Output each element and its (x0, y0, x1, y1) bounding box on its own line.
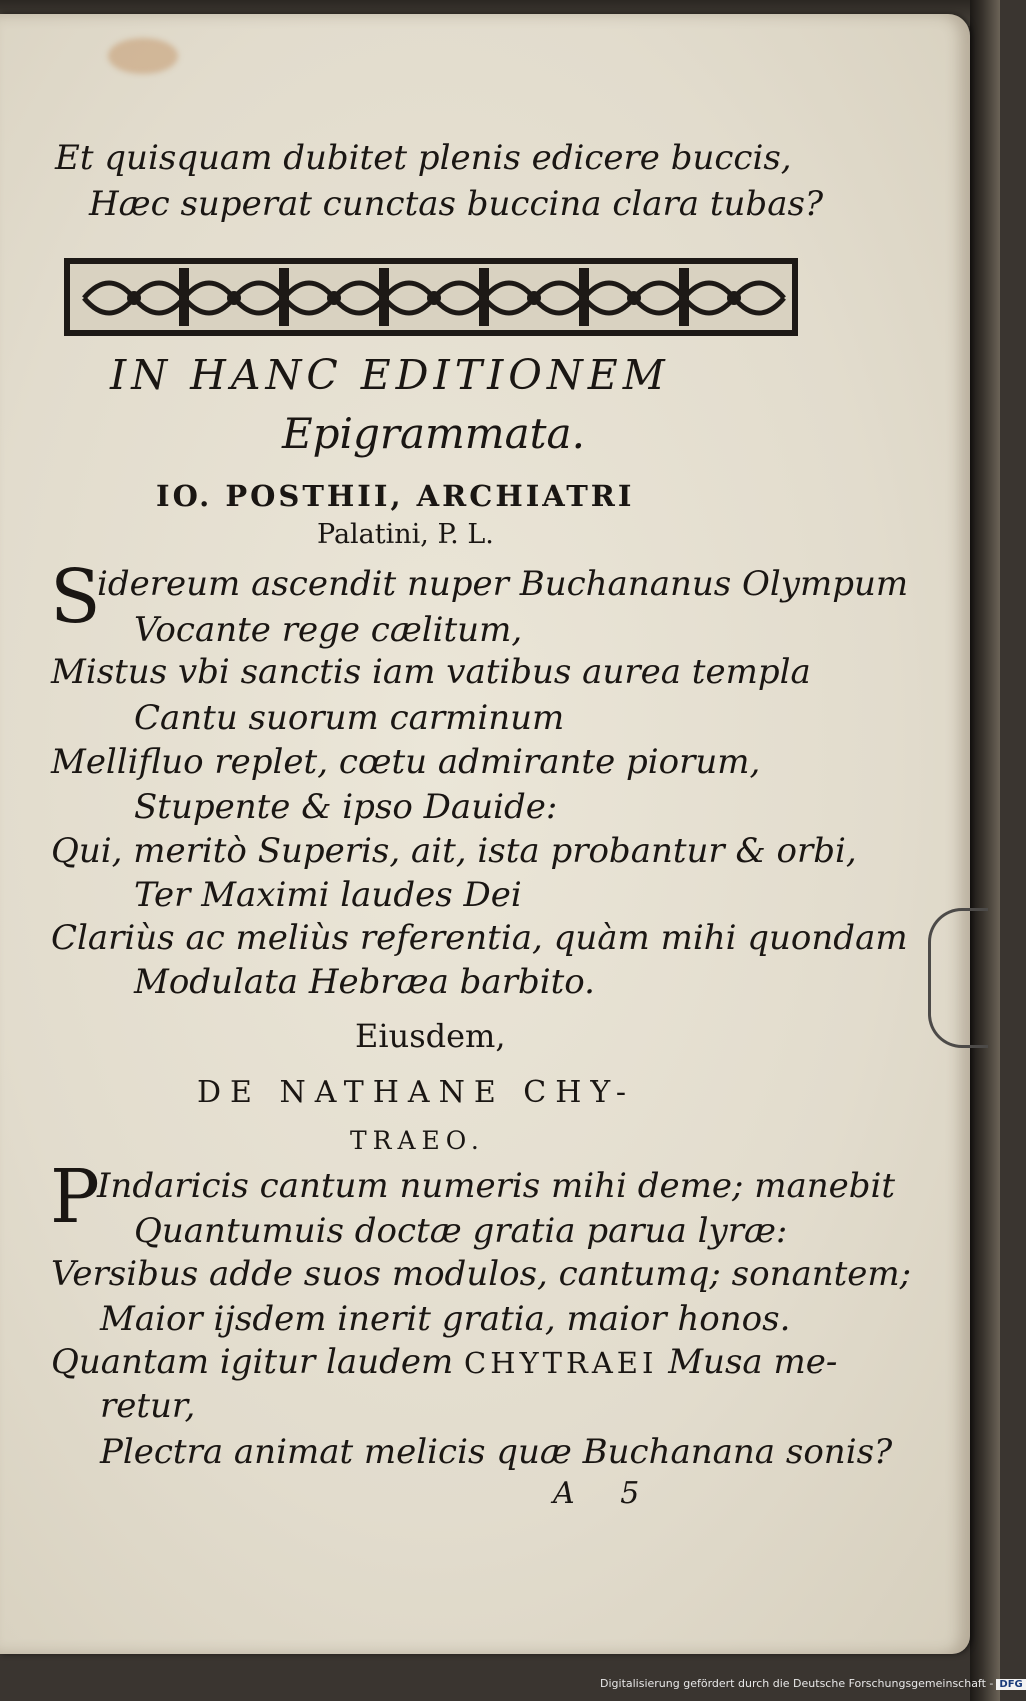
drop-cap-p: P (50, 1154, 100, 1240)
poem1-line-1: idereum ascendit nuper Buchananus Olympum (97, 564, 909, 604)
poem2-line-1: Indaricis cantum numeris mihi deme; manebit (97, 1166, 896, 1206)
poem2-line-2: Quantumuis doctæ gratia parua lyræ: (134, 1211, 788, 1251)
author-line: IO. POSTHII, ARCHIATRI (156, 479, 635, 513)
author-subline: Palatini, P. L. (317, 519, 494, 550)
poem1-line-2: Vocante rege cælitum, (134, 610, 523, 650)
digitization-credit (600, 1677, 1026, 1690)
book-page (0, 14, 970, 1654)
poem2-line-4: Maior ijsdem inerit gratia, maior honos. (100, 1299, 791, 1339)
poem1-line-10: Modulata Hebræa barbito. (134, 962, 595, 1002)
opening-line-1: Et quisquam dubitet plenis edicere buccis, (55, 138, 792, 178)
ornament-band (64, 258, 798, 336)
poem2-line-5-end: Musa me- (668, 1342, 838, 1382)
chytraei-name: CHYTRAEI (464, 1346, 658, 1380)
dfg-logo: DFG (996, 1679, 1025, 1690)
subtitle-line-2: TRAEO. (350, 1126, 485, 1155)
signature-mark: A 5 (553, 1476, 658, 1511)
heading-subtitle: Epigrammata. (282, 409, 585, 458)
poem2-line-5-text: Quantam igitur laudem (51, 1342, 454, 1382)
poem2-line-6: retur, (100, 1386, 196, 1426)
poem2-line-5 (51, 1342, 837, 1382)
eiusdem-heading: Eiusdem, (355, 1017, 506, 1055)
poem1-line-8: Ter Maximi laudes Dei (134, 875, 522, 915)
poem1-line-6: Stupente & ipso Dauide: (134, 787, 558, 827)
drop-cap-s: S (50, 554, 101, 640)
poem2-line-3: Versibus adde suos modulos, cantumq; sonantem; (51, 1254, 912, 1294)
subtitle-line-1: DE NATHANE CHY- (197, 1075, 636, 1110)
poem1-line-5: Mellifluo replet, cœtu admirante piorum, (51, 742, 761, 782)
poem1-line-7: Qui, meritò Superis, ait, ista probantur & orbi, (51, 831, 857, 871)
paper-stain (108, 38, 178, 74)
poem1-line-9: Clariùs ac meliùs referentia, quàm mihi quondam (51, 918, 908, 958)
poem1-line-3: Mistus vbi sanctis iam vatibus aurea templa (51, 652, 811, 692)
poem1-line-4: Cantu suorum carminum (134, 698, 565, 738)
credit-text: Digitalisierung gefördert durch die Deutsche Forschungsgemeinschaft - (600, 1677, 994, 1690)
page-clip (928, 908, 988, 1048)
heading-title: IN HANC EDITIONEM (110, 351, 670, 399)
poem2-line-7: Plectra animat melicis quæ Buchanana sonis? (100, 1432, 893, 1472)
book-right-edge (970, 0, 1000, 1701)
opening-line-2: Hæc superat cunctas buccina clara tubas? (89, 184, 824, 224)
